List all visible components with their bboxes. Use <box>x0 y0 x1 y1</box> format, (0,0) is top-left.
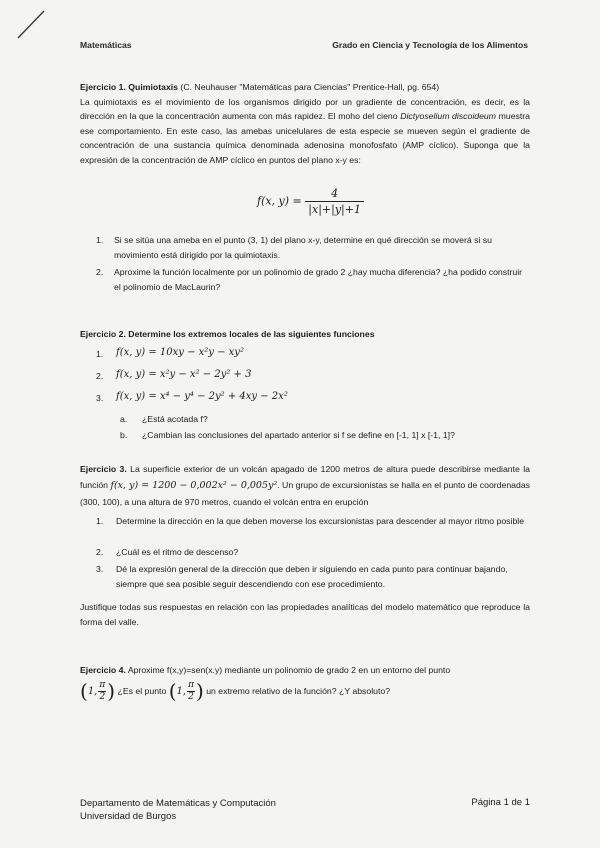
volcano-function: f(x, y) = 1200 − 0,002x² − 0,005y² <box>110 480 278 491</box>
ex1-item-number: 1. <box>96 235 104 245</box>
denominator-two: 2 <box>99 692 106 702</box>
pi-symbol: π <box>99 680 106 690</box>
ex2-subitem-text: ¿Está acotada f? <box>142 414 208 424</box>
ex2-function: f(x, y) = x⁴ − y⁴ − 2y² + 4xy − 2x² <box>116 391 288 402</box>
exercise-2-heading: Ejercicio 2. Determine los extremos locales de las siguientes funciones <box>80 329 375 339</box>
exercise-3-body: . Un grupo de excursionistas se halla en el punto de coordenadas (300, 100), a una altura de 970 metros, cuando el volcán entra en erupción <box>80 480 530 507</box>
ex2-function: f(x, y) = x²y − x² − 2y² + 3 <box>116 369 252 380</box>
exercise-3-intro: La superficie exterior de un volcán apagado de 1200 metros de altura puede describirse mediante la función <box>80 464 530 490</box>
species-name: Dictyoselium discoideum <box>400 111 496 122</box>
exercise-1-text <box>80 80 530 168</box>
ex2-function: f(x, y) = 10xy − x²y − xy² <box>116 347 244 358</box>
ex3-item-number: 3. <box>96 564 104 574</box>
pi-over-two <box>98 680 106 703</box>
formula-denominator: |x|+|y|+1 <box>308 203 361 216</box>
exercise-3-closing: Justifique todas sus respuestas en relación con las propiedades analíticas del modelo matemático que reproduce la forma del valle. <box>80 602 530 627</box>
ex3-item-text: ¿Cuál es el ritmo de descenso? <box>116 547 239 557</box>
point-first-coord: 1, <box>87 686 98 697</box>
pen-stroke-mark <box>14 8 48 42</box>
question-part-1: ¿Es el punto <box>115 685 169 696</box>
exercise-1-intro: La quimiotaxis es el movimiento de los organismos dirigido por un gradiente de concentración, es decir, es la dirección en la que la concentración aumenta con más rapidez. El moho del cieno <box>80 96 530 122</box>
footer-department: Departamento de Matemáticas y Computación <box>80 798 276 809</box>
denominator-two: 2 <box>188 692 194 702</box>
footer-institution <box>80 797 276 823</box>
ex2-subitem-letter: b. <box>120 430 128 440</box>
exercise-3-text <box>80 461 530 510</box>
point-first-coord: 1, <box>176 686 187 697</box>
ex2-item-number: 3. <box>96 393 104 403</box>
point-expression: (1, $\frac{\pi}{2}$ ) <box>80 679 116 704</box>
ex1-item-text: Si se sitúa una ameba en el punto (3, 1) del plano x-y, determine en qué dirección se moverá si su movimiento está dirigido por la quimiotaxis. <box>114 235 492 260</box>
pi-over-two <box>187 680 195 703</box>
concentration-formula <box>257 186 364 217</box>
exercise-1-source: (C. Neuhauser "Matemáticas para Ciencias" Prentice-Hall, pg. 654) <box>178 82 440 92</box>
ex2-item-number: 2. <box>96 371 104 381</box>
point-expression: (1, $\frac{\pi}{2}$ ) <box>168 679 204 704</box>
formula-lhs: f(x, y) = <box>257 194 302 208</box>
exercise-1-body: muestra ese comportamiento. En este caso, las amebas unicelulares de esta especie se mueven según el gradiente de concentración de una sustancia química denominada adenosina monofosfato (AMP cíclico). Suponga que la expresión de la concentración de AMP cíclico en puntos del plano x-y es: <box>80 111 531 165</box>
question-part-2: un extremo relativo de la función? ¿Y absoluto? <box>203 685 391 696</box>
exercise-2-title <box>80 327 530 342</box>
ex2-subitem-letter: a. <box>120 414 128 424</box>
pi-symbol: π <box>188 680 194 690</box>
exercise-4-intro: Aproxime f(x,y)=sen(x.y) mediante un polinomio de grado 2 en un entorno del punto <box>125 665 451 675</box>
page-number: Página 1 de 1 <box>471 797 530 808</box>
ex2-item-number: 1. <box>96 349 104 359</box>
exercise-3-title: Ejercicio 3. <box>80 464 127 474</box>
ex1-item-number: 2. <box>96 267 104 277</box>
formula-numerator: 4 <box>305 186 364 202</box>
header-degree: Grado en Ciencia y Tecnología de los Alimentos <box>332 40 528 50</box>
exercise-4-question <box>80 680 390 703</box>
ex3-item-number: 1. <box>96 516 104 526</box>
ex3-item-number: 2. <box>96 547 104 557</box>
exercise-1-title: Ejercicio 1. Quimiotaxis <box>80 82 179 92</box>
ex3-item-text: Dé la expresión general de la dirección que deben ir siguiendo en cada punto para continuar bajando, siempre que sea posible seguir descendiendo con ese procedimiento. <box>116 564 508 589</box>
exercise-4-title: Ejercicio 4. <box>80 665 126 675</box>
header-subject: Matemáticas <box>80 40 132 50</box>
ex1-item-text: Aproxime la función localmente por un polinomio de grado 2 ¿hay mucha diferencia? ¿ha podido construir el polinomio de MacLaurin? <box>114 267 523 292</box>
formula-fraction <box>305 186 364 217</box>
ex3-item-text: Determine la dirección en la que deben moverse los excursionistas para descender al mayor ritmo posible <box>116 516 525 526</box>
ex2-subitem-text: ¿Cambian las conclusiones del apartado anterior si f se define en [-1, 1] x [-1, 1]? <box>142 430 455 440</box>
exercise-4-text <box>80 663 530 678</box>
footer-university: Universidad de Burgos <box>80 811 177 822</box>
